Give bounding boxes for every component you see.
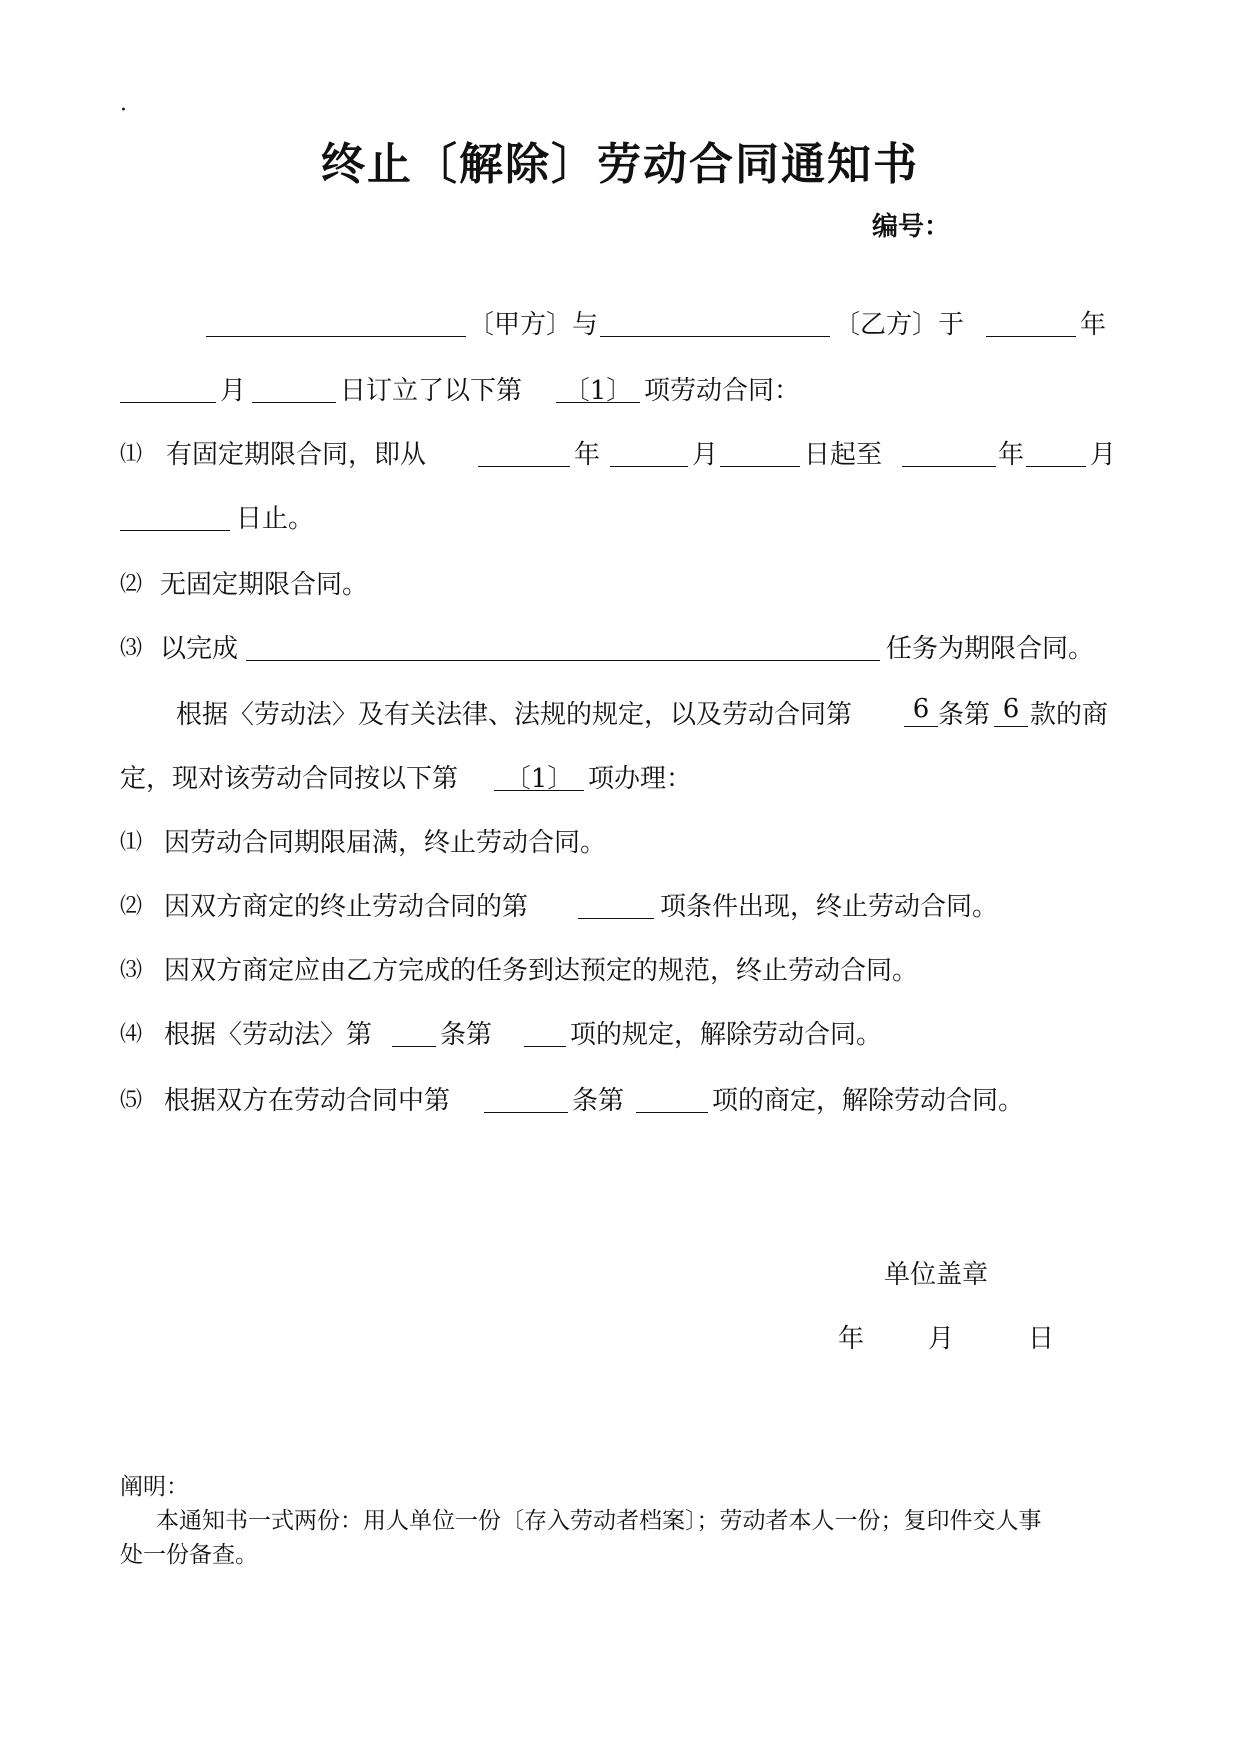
contract-type-3-suffix: 任务为期限合同。 (886, 634, 1095, 664)
start-day-label: 日起至 (804, 440, 883, 470)
basis-line-1 (0, 694, 1240, 734)
start-month-label: 月 (692, 440, 719, 470)
party-a-blank[interactable] (206, 306, 466, 337)
option-5-marker: ⑸ (120, 1088, 143, 1113)
option-5-item-blank[interactable] (636, 1082, 708, 1113)
sign-month-blank[interactable] (120, 372, 216, 403)
marker-3: ⑶ (120, 636, 143, 661)
option-4-article-blank[interactable] (392, 1016, 436, 1047)
basis-text-1: 根据〈劳动法〉及有关法律、法规的规定，以及劳动合同第 (176, 700, 853, 730)
option-5-article-label: 条第 (572, 1086, 625, 1116)
option-5 (0, 1080, 1240, 1120)
sign-year-label: 年 (1080, 310, 1107, 340)
option-1-text: 因劳动合同期限届满，终止劳动合同。 (164, 828, 607, 858)
seal-date (0, 1318, 1240, 1358)
option-1 (0, 822, 1240, 862)
option-2-marker: ⑵ (120, 894, 143, 919)
option-4-text: 根据〈劳动法〉第 (164, 1020, 373, 1050)
party-a-label: 〔甲方〕与 (468, 310, 599, 340)
start-year-label: 年 (574, 440, 601, 470)
basis-text-3: 款的商 (1030, 700, 1109, 730)
handle-item-value[interactable]: 〔1〕 (494, 758, 584, 791)
option-5-suffix: 项的商定，解除劳动合同。 (712, 1086, 1025, 1116)
intro-line-1 (0, 304, 1240, 344)
seal-month: 月 (928, 1324, 955, 1354)
basis-line-2 (0, 758, 1240, 798)
sign-month-label: 月 (220, 376, 247, 406)
option-1-marker: ⑴ (120, 830, 143, 855)
basis-text-2: 条第 (938, 700, 991, 730)
document-title: 终止〔解除〕劳动合同通知书 (321, 139, 919, 190)
sign-day-blank[interactable] (252, 372, 336, 403)
seal-year: 年 (838, 1324, 865, 1354)
party-b-label: 〔乙方〕于 (834, 310, 965, 340)
marker-1: ⑴ (120, 442, 143, 467)
seal-label: 单位盖章 (884, 1260, 989, 1290)
note-line-1: 本通知书一式两份：用人单位一份〔存入劳动者档案〕；劳动者本人一份；复印件交人事 (156, 1508, 1042, 1534)
marker-2: ⑵ (120, 572, 143, 597)
doc-number-label: 编号： (872, 212, 951, 242)
option-4-item-blank[interactable] (524, 1016, 566, 1047)
option-3 (0, 950, 1240, 990)
option-4-suffix: 项的规定，解除劳动合同。 (570, 1020, 883, 1050)
option-2-text: 因双方商定的终止劳动合同的第 (164, 892, 529, 922)
end-year-label: 年 (998, 440, 1025, 470)
sign-day-text: 日订立了以下第 (340, 376, 523, 406)
contract-item-value[interactable]: 〔1〕 (556, 370, 640, 403)
option-3-marker: ⑶ (120, 958, 143, 983)
start-year-blank[interactable] (478, 436, 570, 467)
end-month-label: 月 (1090, 440, 1117, 470)
party-b-blank[interactable] (600, 306, 830, 337)
start-month-blank[interactable] (610, 436, 688, 467)
contract-type-1-cont (0, 498, 1240, 538)
contract-suffix: 项劳动合同： (644, 376, 801, 406)
contract-type-1-text: 有固定期限合同，即从 (166, 440, 427, 470)
contract-type-2 (0, 564, 1240, 604)
seal-day: 日 (1028, 1324, 1055, 1354)
end-year-blank[interactable] (902, 436, 996, 467)
sign-year-blank[interactable] (986, 306, 1076, 337)
end-day-label: 日止。 (236, 504, 315, 534)
note-heading: 阐明： (120, 1474, 189, 1500)
header-mark: · (120, 98, 127, 123)
contract-type-3 (0, 628, 1240, 668)
note-line-2: 处一份备查。 (120, 1542, 258, 1568)
option-2-suffix: 项条件出现，终止劳动合同。 (660, 892, 999, 922)
option-5-text: 根据双方在劳动合同中第 (164, 1086, 451, 1116)
basis-clause-value[interactable]: 6 (994, 694, 1028, 727)
end-month-blank[interactable] (1026, 436, 1086, 467)
basis-article-value[interactable]: 6 (904, 694, 938, 727)
intro-line-2 (0, 370, 1240, 410)
option-4 (0, 1014, 1240, 1054)
option-5-article-blank[interactable] (484, 1082, 568, 1113)
basis-line-2-prefix: 定，现对该劳动合同按以下第 (120, 764, 459, 794)
option-3-text: 因双方商定应由乙方完成的任务到达预定的规范，终止劳动合同。 (164, 956, 919, 986)
end-day-blank[interactable] (120, 500, 230, 531)
option-4-marker: ⑷ (120, 1022, 143, 1047)
contract-type-2-text: 无固定期限合同。 (160, 570, 369, 600)
contract-type-3-text: 以完成 (160, 634, 239, 664)
start-day-blank[interactable] (720, 436, 800, 467)
basis-line-2-suffix: 项办理： (588, 764, 693, 794)
option-2-blank[interactable] (578, 888, 654, 919)
option-2 (0, 886, 1240, 926)
option-4-article-label: 条第 (440, 1020, 493, 1050)
task-blank[interactable] (246, 630, 880, 661)
contract-type-1 (0, 434, 1240, 474)
